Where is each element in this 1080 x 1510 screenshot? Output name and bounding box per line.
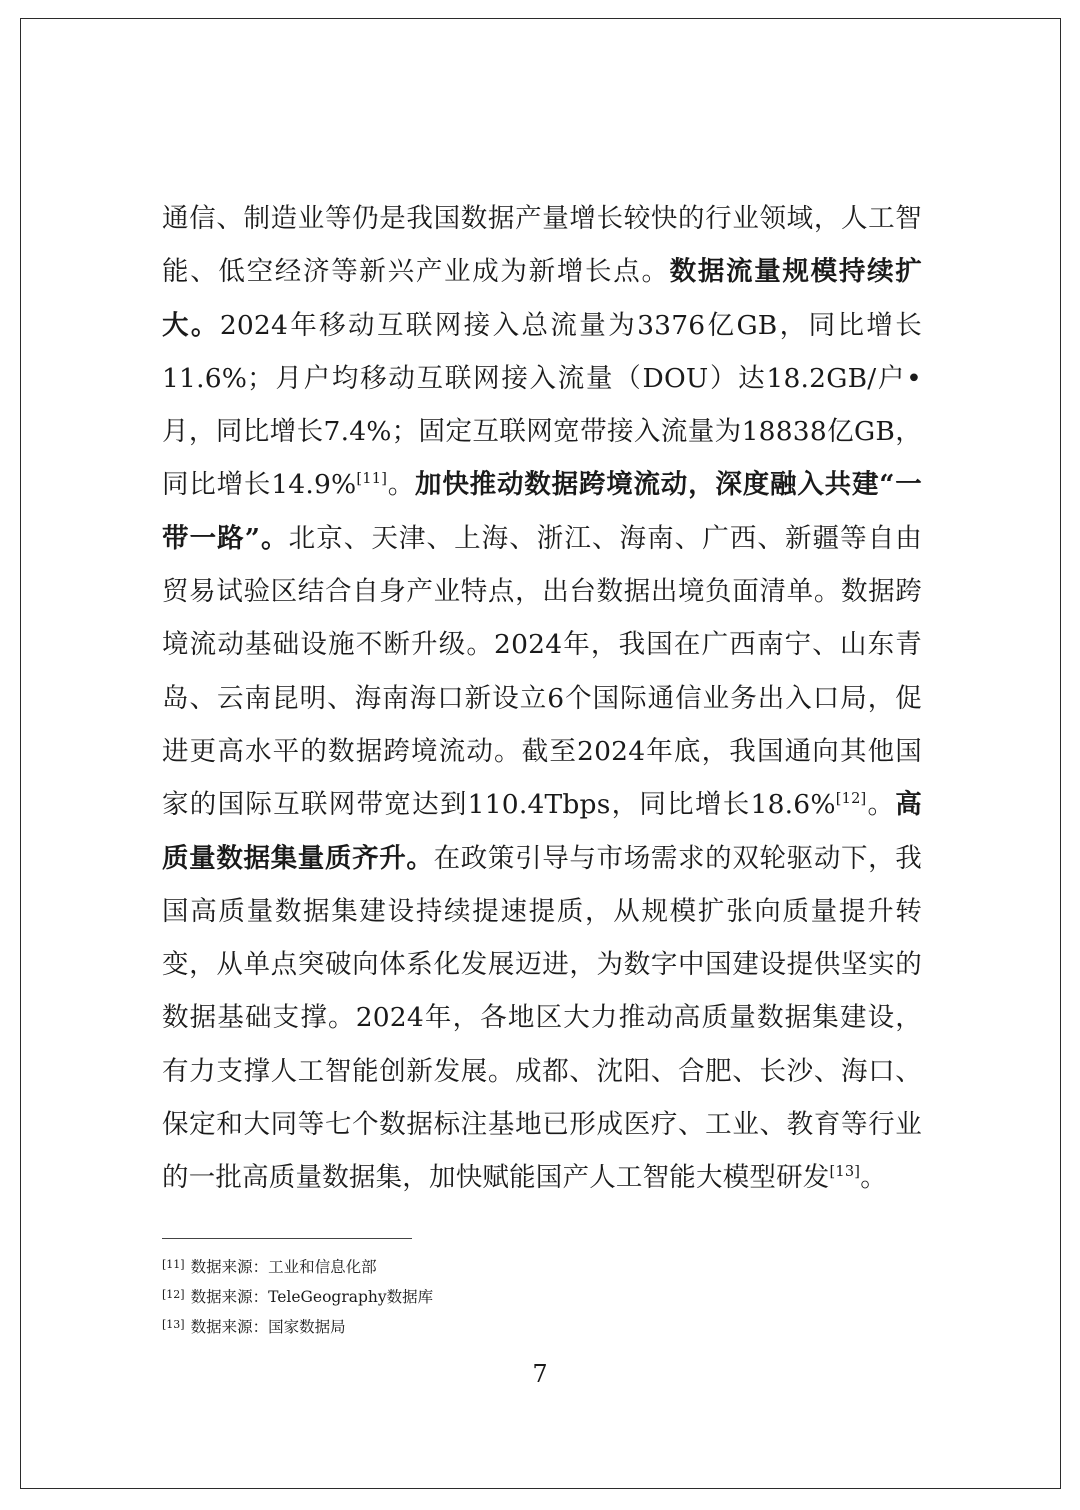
page-number: 7 bbox=[532, 1360, 548, 1388]
footnote-11 bbox=[162, 1251, 862, 1281]
paragraph-text: 通信、制造业等仍是我国数据产量增长较快的行业领域，人工智能、低空经济等新兴产业成为新增长点。 bbox=[162, 203, 922, 288]
paragraph-text: 。 bbox=[860, 1162, 887, 1194]
footnote-text: 数据来源：工业和信息化部 bbox=[190, 1258, 377, 1276]
footnotes bbox=[162, 1251, 862, 1341]
paragraph-text: 。 bbox=[866, 789, 896, 821]
footnote-divider bbox=[162, 1238, 412, 1239]
footnote-12 bbox=[162, 1281, 862, 1311]
footnote-marker: [11] bbox=[162, 1258, 185, 1271]
footnote-marker: [12] bbox=[162, 1288, 185, 1301]
paragraph-text: 在政策引导与市场需求的双轮驱动下，我国高质量数据集建设持续提速提质，从规模扩张向质量提升转变，从单点突破向体系化发展迈进，为数字中国建设提供坚实的数据基础支撑。2024年，各地区大力推动高质量数据集建设，有力支撑人工智能创新发展。成都、沈阳、合肥、长沙、海口、保定和大同等七个数据标注基地已形成医疗、工业、教育等行业的一批高质量数据集，加快赋能国产人工智能大模型研发 bbox=[162, 842, 922, 1194]
body-paragraph bbox=[162, 192, 922, 1205]
footnote-marker: [13] bbox=[162, 1318, 185, 1331]
bold-heading-datasets: 高质量数据集量质齐升。 bbox=[162, 789, 922, 874]
footnote-text: 数据来源：国家数据局 bbox=[190, 1318, 346, 1336]
footnote-ref-11[interactable]: [11] bbox=[356, 470, 388, 488]
paragraph-text: 北京、天津、上海、浙江、海南、广西、新疆等自由贸易试验区结合自身产业特点，出台数据出境负面清单。数据跨境流动基础设施不断升级。2024年，我国在广西南宁、山东青岛、云南昆明、海南海口新设立6个国际通信业务出入口局，促进更高水平的数据跨境流动。截至2024年底，我国通向其他国家的国际互联网带宽达到110.4Tbps，同比增长18.6% bbox=[162, 522, 922, 821]
footnote-ref-13[interactable]: [13] bbox=[829, 1163, 861, 1181]
bold-heading-cross-border: 加快推动数据跨境流动，深度融入共建“一带一路”。 bbox=[162, 469, 923, 554]
footnote-text: 数据来源：TeleGeography数据库 bbox=[190, 1288, 434, 1306]
paragraph-text: 。 bbox=[387, 469, 416, 501]
paragraph-text: 2024年移动互联网接入总流量为3376亿GB，同比增长11.6%；月户均移动互联网接入流量（DOU）达18.2GB/户•月，同比增长7.4%；固定互联网宽带接入流量为18838亿GB，同比增长14.9% bbox=[162, 309, 922, 501]
footnote-ref-12[interactable]: [12] bbox=[835, 790, 867, 808]
footnote-13 bbox=[162, 1311, 862, 1341]
bold-heading-data-traffic: 数据流量规模持续扩大。 bbox=[162, 256, 922, 341]
